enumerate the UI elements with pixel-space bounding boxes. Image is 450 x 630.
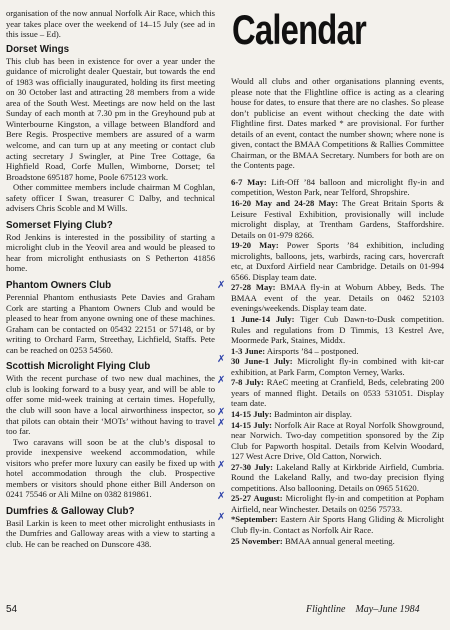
event-date: 7-8 July:: [231, 377, 264, 388]
club-paragraph: Perennial Phantom enthusiasts Pete Davies and Graham Cork are starting a Phantom Owners Club and would be pleased to hear from anyone owning one of these machines. Graham can be contacted on 05432 22151 or 57148, or by writing to Orchard Farm, Streethay, Lichfield, Staffs. Pete can be reached on 0253 54560.: [6, 292, 215, 355]
calendar-event: [217, 354, 445, 377]
pen-tick-mark-icon: ✗: [217, 354, 226, 366]
event-date: 14-15 July:: [231, 419, 273, 430]
calendar-event: [217, 459, 444, 494]
event-description: The Great Britain Sports & Leisure Festival Exhibition, provisionally will include microlight display, at Trentham Gardens, Staffordshire. Details on 01-979 8266.: [231, 198, 444, 240]
event-description: BMAA annual general meeting.: [282, 535, 395, 546]
event-description: RAeC meeting at Cranfield, Beds, celebrating 200 years of manned flight. Details on 0533 531051. Display team date.: [231, 377, 444, 409]
page-number: 54: [6, 604, 18, 615]
pen-tick-mark-icon: ✗: [217, 280, 226, 292]
event-date: 27-28 May:: [231, 282, 276, 293]
event-date: 6-7 May:: [231, 176, 267, 187]
event-date: 1-3 June:: [231, 345, 266, 356]
pen-tick-mark-icon: ✗: [217, 375, 226, 387]
club-heading: Dorset Wings: [6, 43, 70, 55]
event-date: 19-20 May:: [231, 240, 279, 251]
pen-tick-mark-icon: ✗: [217, 491, 226, 503]
event-description: Lift-Off ’84 balloon and microlight fly-in and competition, Weston Park, near Telford, Shropshire.: [231, 176, 444, 198]
event-description: Tiger Cub Dawn-to-Dusk competition. Rules and regulations from D Timmis, 13 Kestrel Ave, Moormede Park, Staines, Middx.: [231, 314, 444, 346]
club-heading: Scottish Microlight Flying Club: [6, 361, 151, 373]
club-paragraph: With the recent purchase of two new dual machines, the club is looking forward to a busy year, and will be able to offer some mid-week training at certain times. Hopefully, the club will soon have a local airworthiness inspector, so that pilots can obtain their ‘MOTs’ without having to travel too far.: [6, 373, 215, 437]
calendar-event: [231, 346, 444, 357]
club-paragraph: Basil Larkin is keen to meet other microlight enthusiasts in the Dumfries and Galloway areas with a view to starting a club. He can be reached on Dunscore 438.: [6, 517, 215, 549]
event-date: 25-27 August:: [231, 493, 283, 504]
club-dorset-wings: [6, 44, 215, 214]
calendar-event: [231, 240, 444, 282]
pen-tick-mark-icon: ✗: [217, 406, 226, 418]
calendar-event: [217, 280, 445, 314]
club-heading: Dumfries & Galloway Club?: [6, 505, 135, 517]
calendar-events-list: [217, 176, 445, 546]
club-paragraph: Other committee members include chairman M Coghlan, safety officer I Swan, treasurer C Dalby, and technical advisers Chris Scoble and M Wills.: [6, 182, 215, 214]
event-date: *September:: [231, 514, 278, 525]
club-heading: Somerset Flying Club?: [6, 219, 113, 231]
publication-name: Flightline: [306, 604, 346, 615]
event-description: Power Sports ’84 exhibition, including microlights, balloons, jets, warbirds, racing cars, hovercraft etc, at Duxford Airfield near Cambridge. Details on 01-994 6566. Display team date.: [231, 240, 445, 282]
event-date: 16-20 May and 24-28 May:: [231, 198, 339, 209]
calendar-event: [217, 406, 444, 420]
club-news-column: [6, 8, 215, 550]
club-paragraph: Two caravans will soon be at the club’s disposal to provide inexpensive weekend accommodation, while visitors who prefer more luxury can easily be fixed up with hotel accommodation through the club. Prospective members or visitors should phone either Bill Anderson on 0241 75546 or Ali Milne on 0382 819861.: [6, 436, 215, 500]
event-description: BMAA fly-in at Woburn Abbey, Beds. The BMAA event of the year. Details on 0462 52103 evenings/weekends. Display team date.: [231, 282, 445, 314]
event-description: Microlight fly-in and competition at Popham Airfield, near Winchester. Details on 0256 75733.: [231, 493, 444, 514]
event-description: Eastern Air Sports Hang Gliding & Microlight Club fly-in. Contact as Norfolk Air Race.: [231, 514, 444, 535]
event-description: Lakeland Rally at Kirkbride Airfield, Cumbria. Round the Lakeland Rally, and two-day precision flying competitions. Also ballooning. Details on 0965 51620.: [231, 461, 444, 493]
event-date: 14-15 July:: [231, 408, 272, 419]
pen-tick-mark-icon: ✗: [217, 512, 226, 524]
calendar-event: [217, 417, 444, 462]
club-dumfries-galloway: [6, 506, 215, 550]
event-description: Norfolk Air Race at Royal Norfolk Showground, near Norwich. Two-day competition sponsored by the Zip Club for Papworth hospital. Details from Kelvin Woodard, 127 West Acre Drive, Old Catton, Norwich.: [231, 419, 444, 462]
calendar-event: [217, 512, 444, 535]
issue-date: May–June 1984: [355, 604, 420, 615]
calendar-event: [217, 491, 444, 514]
event-date: 1 June-14 July:: [231, 314, 295, 325]
club-somerset: [6, 220, 215, 274]
event-description: Airsports ’84 – postponed.: [265, 345, 359, 356]
calendar-event: [231, 536, 444, 547]
club-paragraph: This club has been in existence for over a year under the guidance of microlight dealer Questair, but towards the end of 1983 was officially inaugurated, holding its first meeting on 30 October last and attracting 28 members from a wide area of the South West. Meetings are now held on the last Sunday of each month at 7.30 pm in the Greyhound pub at Winterbourne Kingston, a village between Blandford and Bere Regis. Prospective members are assured of a warm welcome, and can turn up at any meeting or contact club acting secretary J Swingler, at Pine Tree Cottage, 6a Highfield Road, Corfe Mullen, Wimborne, Dorset; tel Broadstone 695187 home, Poole 675123 work.: [6, 55, 215, 182]
event-date: 25 November:: [231, 535, 283, 546]
pen-tick-mark-icon: ✗: [217, 417, 226, 429]
calendar-intro: Would all clubs and other organisations planning events, please note that the Flightline office is acting as a clearing house for dates, to ensure that there are no clashes. So please don’t publicise an event without checking the date with Flightline first. Dates marked * are provisional. For further details of an event, contact the number shown; where none is given, contact the BMAA Competitions & Rallies Committee Chairman, or the BMAA Secretary. Numbers for both are on the Contents page.: [231, 76, 444, 171]
calendar-event: [231, 198, 444, 240]
club-paragraph: Rod Jenkins is interested in the possibility of starting a microlight club in the Yeovil area and would be pleased to hear from microlight enthusiasts on S Petherton 41856 home.: [6, 231, 215, 274]
club-scottish-microlight: [6, 361, 215, 500]
left-intro: organisation of the now annual Norfolk Air Race, which this year takes place over the weekend of 14–15 July (see ad in this issue – Ed).: [6, 8, 215, 40]
calendar-event: [231, 314, 444, 346]
page-footer: [306, 604, 420, 615]
calendar-column: [217, 6, 445, 546]
event-date: 30 June-1 July:: [231, 356, 293, 367]
event-description: Microlight fly-in combined with kit-car exhibition, at Park Farm, Compton Verney, Warks.: [231, 356, 445, 377]
club-heading: Phantom Owners Club: [6, 280, 112, 292]
event-description: Badminton air display.: [271, 408, 352, 419]
club-phantom-owners: [6, 280, 215, 355]
calendar-title: Calendar: [232, 6, 366, 53]
calendar-event: [217, 375, 444, 409]
pen-tick-mark-icon: ✗: [217, 459, 226, 471]
calendar-event: [231, 177, 444, 198]
event-date: 27-30 July:: [231, 461, 273, 472]
